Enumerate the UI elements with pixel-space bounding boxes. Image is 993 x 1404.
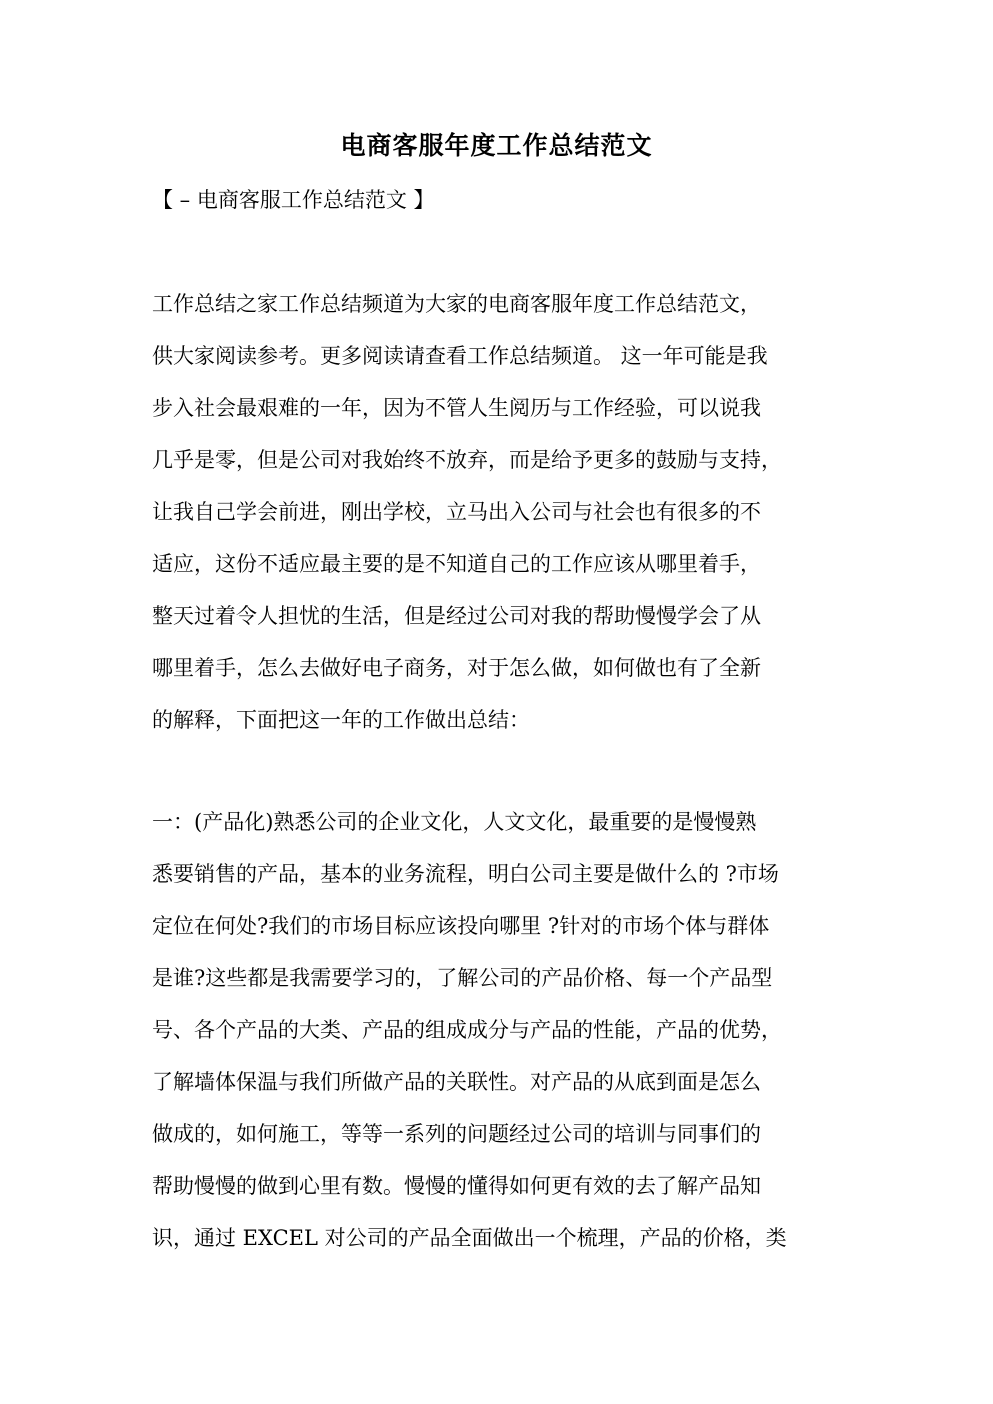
paragraph-line: 适应，这份不适应最主要的是不知道自己的工作应该从哪里着手， (152, 552, 761, 576)
document-subtitle: 【 – 电商客服工作总结范文 】 (152, 188, 435, 212)
paragraph-line: 是谁?这些都是我需要学习的，了解公司的产品价格、每一个产品型 (152, 966, 773, 990)
paragraph-line: 帮助慢慢的做到心里有数。慢慢的懂得如何更有效的去了解产品知 (152, 1174, 761, 1198)
paragraph-line: 定位在何处?我们的市场目标应该投向哪里 ?针对的市场个体与群体 (152, 914, 770, 938)
paragraph-line: 识，通过 EXCEL 对公司的产品全面做出一个梳理，产品的价格，类 (152, 1226, 787, 1250)
paragraph-line: 几乎是零，但是公司对我始终不放弃，而是给予更多的鼓励与支持， (152, 448, 782, 472)
paragraph-line: 的解释，下面把这一年的工作做出总结： (152, 708, 530, 732)
paragraph-line: 让我自己学会前进，刚出学校，立马出入公司与社会也有很多的不 (152, 500, 761, 524)
paragraph-line: 工作总结之家工作总结频道为大家的电商客服年度工作总结范文， (152, 292, 761, 316)
document-title: 电商客服年度工作总结范文 (340, 131, 653, 160)
paragraph-section-one (152, 796, 842, 1264)
paragraph-intro (152, 278, 842, 746)
paragraph-line: 做成的，如何施工，等等一系列的问题经过公司的培训与同事们的 (152, 1122, 761, 1146)
paragraph-line: 号、各个产品的大类、产品的组成成分与产品的性能，产品的优势， (152, 1018, 782, 1042)
paragraph-line: 整天过着令人担忧的生活，但是经过公司对我的帮助慢慢学会了从 (152, 604, 761, 628)
paragraph-line: 一：(产品化)熟悉公司的企业文化，人文文化，最重要的是慢慢熟 (152, 810, 757, 834)
paragraph-line: 供大家阅读参考。更多阅读请查看工作总结频道。 这一年可能是我 (152, 344, 768, 368)
paragraph-line: 了解墙体保温与我们所做产品的关联性。对产品的从底到面是怎么 (152, 1070, 761, 1094)
paragraph-line: 步入社会最艰难的一年，因为不管人生阅历与工作经验，可以说我 (152, 396, 761, 420)
paragraph-line: 哪里着手，怎么去做好电子商务，对于怎么做，如何做也有了全新 (152, 656, 761, 680)
paragraph-line: 悉要销售的产品，基本的业务流程，明白公司主要是做什么的 ?市场 (152, 862, 779, 886)
